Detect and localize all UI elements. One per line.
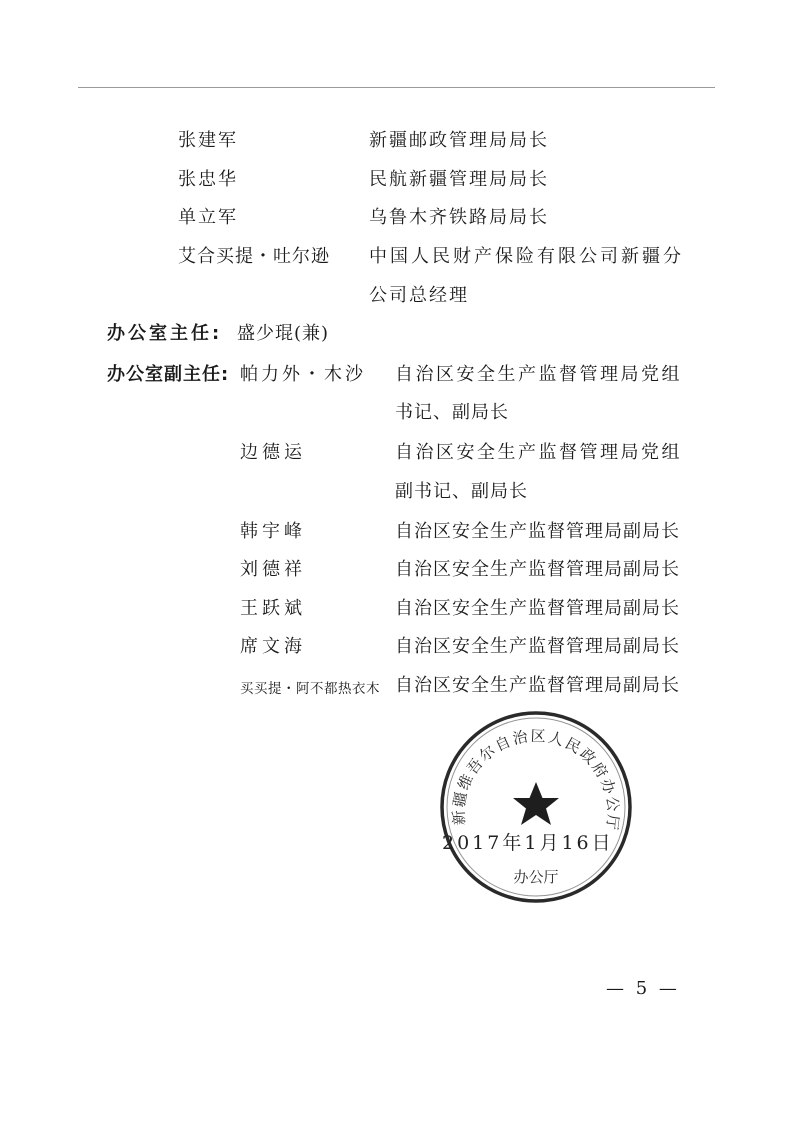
member-name: 单立军	[178, 207, 238, 228]
page-number: — 5 —	[606, 978, 680, 999]
deputy-title-continued: 副书记、副局长	[395, 481, 528, 502]
svg-text:新疆维吾尔自治区人民政府办公厅: 新疆维吾尔自治区人民政府办公厅	[449, 726, 623, 833]
header-rule	[78, 87, 715, 88]
deputy-title: 自治区安全生产监督管理局党组	[395, 364, 682, 385]
member-title: 乌鲁木齐铁路局局长	[369, 207, 549, 228]
member-title-continued: 公司总经理	[369, 285, 469, 306]
office-director-label: 办公室主任:	[107, 323, 223, 344]
issue-date: 2017年1月16日	[442, 832, 614, 854]
official-seal	[439, 710, 633, 904]
deputy-title: 自治区安全生产监督管理局副局长	[395, 559, 680, 580]
deputy-title: 自治区安全生产监督管理局副局长	[395, 636, 680, 657]
member-title: 中国人民财产保险有限公司新疆分	[369, 246, 684, 267]
deputy-name: 王跃斌	[240, 598, 306, 619]
deputy-title-continued: 书记、副局长	[395, 402, 509, 423]
deputy-name: 买买提・阿不都热衣木	[240, 681, 380, 697]
member-name: 张忠华	[178, 169, 238, 190]
deputy-name: 席文海	[240, 636, 306, 657]
office-director-name: 盛少琨(兼)	[237, 323, 330, 344]
deputy-title: 自治区安全生产监督管理局副局长	[395, 598, 680, 619]
svg-text:办公厅: 办公厅	[513, 868, 559, 886]
deputy-title: 自治区安全生产监督管理局副局长	[395, 521, 680, 542]
deputy-name: 刘德祥	[240, 559, 306, 580]
member-name: 艾合买提・吐尔逊	[178, 246, 330, 267]
deputy-name: 边德运	[240, 442, 306, 463]
deputy-name: 帕力外・木沙	[240, 364, 366, 385]
member-name: 张建军	[178, 130, 238, 151]
star-icon	[513, 782, 559, 825]
deputy-director-label: 办公室副主任:	[107, 364, 230, 385]
deputy-title: 自治区安全生产监督管理局副局长	[395, 675, 680, 696]
deputy-name: 韩宇峰	[240, 521, 306, 542]
deputy-title: 自治区安全生产监督管理局党组	[395, 442, 682, 463]
member-title: 民航新疆管理局局长	[369, 169, 549, 190]
member-title: 新疆邮政管理局局长	[369, 130, 549, 151]
